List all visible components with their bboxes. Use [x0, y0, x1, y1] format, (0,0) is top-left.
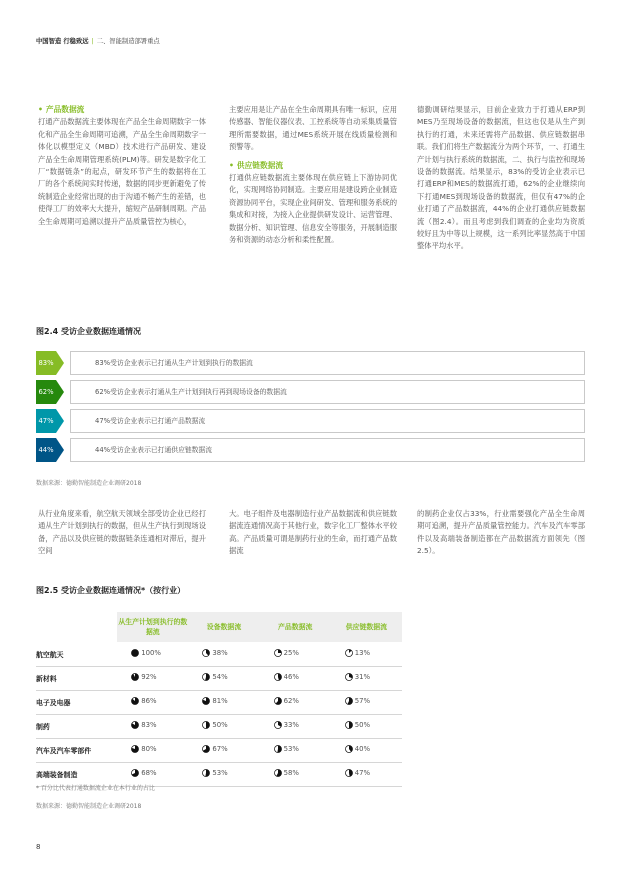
cell-content	[202, 721, 227, 729]
cell-value: 25%	[283, 648, 299, 657]
bullet-icon: •	[38, 105, 43, 114]
figure-source: 数据来源：德勤智能制造企业调研2018	[36, 480, 142, 487]
table-cell	[331, 666, 402, 690]
cell-content	[202, 745, 227, 753]
table-cell	[260, 666, 331, 690]
cell-content	[274, 769, 299, 777]
cell-content	[131, 769, 156, 777]
table-cell	[260, 738, 331, 762]
cell-content	[345, 649, 370, 657]
table-cell	[331, 738, 402, 762]
cell-value: 13%	[354, 648, 371, 657]
paragraph: 的制药企业仅占33%，行业需要强化产品全生命周期可追溯，提升产品质量管控能力。汽车及汽车零部件以及高端装备制造都在产品数据流方面领先（图2.5）。	[417, 509, 585, 556]
cell-content	[202, 673, 227, 681]
cell-content	[345, 721, 370, 729]
table-cell	[117, 690, 188, 714]
pie-icon	[274, 697, 282, 705]
pie-icon	[131, 697, 139, 705]
cell-value: 100%	[141, 648, 161, 657]
column-header: 供应链数据流	[331, 612, 402, 642]
table-cell	[188, 714, 259, 738]
table-source: 数据来源：德勤智能制造企业调研2018	[36, 803, 142, 810]
text-column-2	[229, 104, 397, 246]
bar-text: 62%受访企业表示打通从生产计划到执行再到现场设备的数据流	[70, 380, 585, 404]
bar-text: 44%受访企业表示已打通供应链数据流	[70, 438, 585, 462]
table-row	[36, 714, 402, 738]
table-footnote: * 百分比代表打通数据流企业在本行业的占比	[36, 785, 155, 792]
table-cell	[188, 690, 259, 714]
cell-content	[131, 721, 156, 729]
cell-content	[274, 721, 299, 729]
bar-percent-tab: 44%	[36, 438, 56, 462]
column-header: 从生产计划到执行的数据流	[117, 612, 188, 642]
bullet-icon: •	[229, 160, 234, 170]
table-row	[36, 690, 402, 714]
table-cell	[331, 762, 402, 786]
pie-icon	[345, 649, 353, 657]
table-cell	[188, 762, 259, 786]
table-row	[36, 642, 402, 666]
cell-content	[274, 697, 299, 705]
table-cell	[188, 738, 259, 762]
cell-value: 62%	[283, 697, 299, 705]
cell-value: 58%	[283, 769, 299, 777]
table-header-row	[36, 612, 402, 642]
text-column-3	[417, 104, 585, 253]
pie-icon	[345, 673, 353, 681]
cell-value: 50%	[212, 721, 228, 729]
bar-percent-tab: 62%	[36, 380, 56, 404]
pie-icon	[274, 649, 282, 657]
paragraph: 打通供应链数据流主要体现在供应链上下游协同优化，实现网络协同制造。主要应用是建设跨企业制造资源协同平台，实现企业间研发、管理和服务系统的集成和对接，为接入企业提供研发设计、运营管理、数据分析、知识管理、信息安全等服务，开展制造服务和资源的动态分析和柔性配置。	[229, 173, 397, 245]
pie-icon	[202, 745, 210, 753]
industry-name: 电子及电器	[36, 690, 117, 714]
table-cell	[331, 714, 402, 738]
pie-icon	[345, 721, 353, 729]
subheading-product-data-flow: • 产品数据流	[38, 104, 206, 116]
table-cell	[117, 714, 188, 738]
pie-icon	[202, 697, 210, 705]
cell-content	[274, 673, 299, 681]
bar-text: 47%受访企业表示已打通产品数据流	[70, 409, 585, 433]
cell-value: 31%	[354, 673, 371, 681]
pie-icon	[274, 745, 282, 753]
page-number: 8	[36, 843, 41, 851]
table-cell	[260, 690, 331, 714]
text-column-1	[38, 104, 206, 228]
cell-value: 81%	[212, 697, 228, 705]
cell-value: 80%	[141, 745, 157, 753]
paragraph: 主要应用是让产品在全生命周期具有唯一标识，应用传感器、智能仪器仪表、工控系统等自动采集质量管理所需要数据，通过MES系统开展在线质量检测和预警等。	[229, 105, 397, 152]
figure-title: 图2.4 受访企业数据连通情况	[36, 327, 141, 336]
cell-value: 54%	[212, 673, 228, 681]
header-separator: |	[91, 38, 94, 45]
cell-content	[202, 697, 227, 705]
cell-value: 86%	[141, 697, 157, 705]
cell-content	[345, 697, 370, 705]
running-header	[36, 36, 160, 45]
pie-icon	[274, 721, 282, 729]
pie-icon	[345, 769, 353, 777]
industry-name: 航空航天	[36, 642, 117, 666]
cell-content	[131, 649, 161, 657]
pie-icon	[274, 769, 282, 777]
cell-content	[345, 745, 370, 753]
pie-icon	[202, 769, 210, 777]
pie-icon	[131, 649, 139, 657]
paragraph: 大。电子组件及电器制造行业产品数据流和供应链数据流连通情况高于其他行业，数字化工厂整体水平较高。产品质量可谓是制药行业的生命，而打通产品数据流	[229, 509, 397, 556]
table-header-blank	[36, 612, 117, 642]
figure-2-4-bars	[36, 351, 585, 467]
subheading-supply-chain-data-flow: • 供应链数据流	[229, 160, 397, 172]
cell-value: 40%	[354, 745, 371, 753]
cell-content	[202, 649, 227, 657]
cell-value: 92%	[141, 673, 157, 681]
cell-value: 47%	[354, 769, 371, 777]
table-cell	[331, 642, 402, 666]
table-cell	[188, 666, 259, 690]
pie-icon	[131, 721, 139, 729]
lower-text-column-1	[38, 508, 206, 558]
table-cell	[260, 642, 331, 666]
table-cell	[117, 642, 188, 666]
pie-icon	[202, 721, 210, 729]
cell-content	[131, 697, 156, 705]
bar-percent-tab: 47%	[36, 409, 56, 433]
table-cell	[117, 738, 188, 762]
cell-content	[274, 745, 299, 753]
pie-icon	[345, 697, 353, 705]
cell-content	[345, 769, 370, 777]
cell-content	[345, 673, 370, 681]
pie-icon	[274, 673, 282, 681]
cell-value: 53%	[212, 769, 228, 777]
cell-value: 38%	[212, 648, 228, 657]
pie-icon	[202, 673, 210, 681]
bar-percent-tab: 83%	[36, 351, 56, 375]
table-cell	[331, 690, 402, 714]
cell-content	[131, 673, 156, 681]
pie-icon	[345, 745, 353, 753]
paragraph: 打通产品数据流主要体现在产品全生命周期数字一体化和产品全生命周期可追溯，产品全生命周期数字一体化以模型定义（MBD）技术进行产品研发、建设产品全生命周期管理系统(PLM)等。研发是数字化工厂“数据链条”的起点，研发环节产生的数据将在工厂的各个系统间实时传递，数据的同步更新避免了传统制造企业经常出现的由于沟通不畅产生的差错，也使得工厂的效率大大提升，缩短产品研制周期。产品全生命周期可追溯以提升产品质量管控为核心，	[38, 117, 206, 226]
column-header: 产品数据流	[260, 612, 331, 642]
pie-icon	[131, 769, 139, 777]
table-row	[36, 666, 402, 690]
cell-value: 67%	[212, 745, 228, 753]
industry-name: 制药	[36, 714, 117, 738]
header-brand: 中国智造 行稳致远	[36, 38, 89, 45]
cell-content	[274, 649, 299, 657]
pie-icon	[131, 745, 139, 753]
cell-value: 83%	[141, 721, 157, 729]
industry-data-table	[36, 612, 402, 787]
cell-value: 46%	[283, 673, 299, 681]
cell-value: 33%	[283, 721, 299, 729]
header-section: 二、智能制造部署重点	[96, 38, 160, 45]
industry-name: 高端装备制造	[36, 762, 117, 786]
cell-value: 50%	[354, 721, 371, 729]
table-cell	[260, 762, 331, 786]
pie-icon	[202, 649, 210, 657]
paragraph: 从行业角度来看，航空航天领域全部受访企业已经打通从生产计划到执行的数据，但从生产执行到现场设备，产品以及供应链的数据链条连通相对滞后，提升空间	[38, 509, 206, 556]
table-row	[36, 738, 402, 762]
lower-text-column-2	[229, 508, 397, 558]
cell-value: 68%	[141, 769, 157, 777]
lower-text-column-3	[417, 508, 585, 558]
column-header: 设备数据流	[188, 612, 259, 642]
bar-row	[36, 380, 585, 404]
pie-icon	[131, 673, 139, 681]
bar-row	[36, 438, 585, 462]
bar-text: 83%受访企业表示已打通从生产计划到执行的数据流	[70, 351, 585, 375]
cell-content	[131, 745, 156, 753]
bar-row	[36, 409, 585, 433]
paragraph: 德勤调研结果显示，目前企业致力于打通从ERP到MES乃至现场设备的数据流，但这也仅是从生产到执行的打通，未来还需将产品数据、供应链数据串联。我们们将生产数据流分为两个环节，一、打通生产计划与执行系统的数据流，二、执行与监控和现场设备的数据流。结果显示，83%的受访企业表示已打通ERP和MES的数据流打通，62%的企业继续向下打通MES到现场设备的数据流，但仅有47%的企业打通了产品数据流，44%的企业打通供应链数据流（图2.4）。而且考虑到我们调查的企业均为资质较好且为中等以上规模，这一系列比率显然高于中国整体平均水平。	[417, 105, 585, 251]
cell-value: 57%	[354, 697, 371, 705]
table-cell	[188, 642, 259, 666]
industry-name: 汽车及汽车零部件	[36, 738, 117, 762]
bar-row	[36, 351, 585, 375]
table-cell	[117, 666, 188, 690]
industry-name: 新材料	[36, 666, 117, 690]
figure-title: 图2.5 受访企业数据连通情况*（按行业）	[36, 586, 186, 595]
table-cell	[260, 714, 331, 738]
cell-content	[202, 769, 227, 777]
cell-value: 53%	[283, 745, 299, 753]
